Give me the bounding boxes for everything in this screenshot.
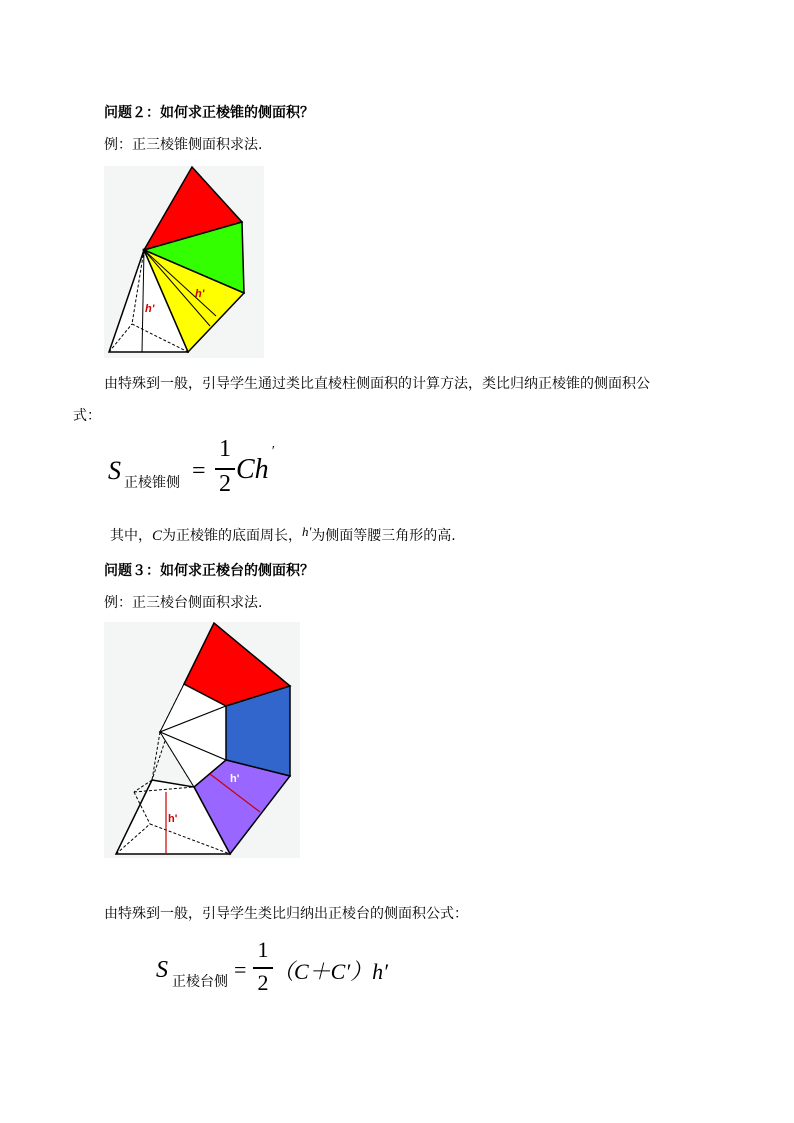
note-C: C (152, 528, 163, 544)
pyramid-net-figure (104, 166, 264, 358)
formula-numerator: 1 (257, 937, 269, 962)
section2-heading: 问题２：如何求正棱锥的侧面积？ (104, 105, 314, 121)
section3-example: 例：正三棱台侧面积求法. (104, 595, 263, 611)
section3-paragraph: 由特殊到一般，引导学生类比归纳出正棱台的侧面积公式： (104, 906, 468, 922)
height-label: h' (145, 303, 155, 315)
formula-S: S (108, 456, 121, 485)
formula-equals: = (192, 458, 206, 484)
formula-body: （C＋C′）h′ (272, 959, 388, 984)
section3-heading: 问题３：如何求正棱台的侧面积？ (104, 563, 314, 579)
formula-body: Ch (236, 454, 269, 485)
formula-subscript: 正棱锥侧 (124, 475, 180, 491)
formula-subscript: 正棱台侧 (172, 974, 228, 990)
formula-numerator: 1 (219, 436, 231, 462)
note-h: h' (302, 524, 312, 539)
slant-height-label: h' (230, 773, 240, 785)
formula-S: S (156, 957, 168, 983)
note-prefix: 其中， (110, 528, 152, 544)
formula-denominator: 2 (257, 970, 269, 995)
formula-fraction-bar (253, 967, 273, 969)
frustum-lateral-area-formula (156, 935, 416, 1005)
note-mid: 为正棱锥的底面周长， (162, 528, 303, 544)
slant-height-label: h' (195, 288, 205, 300)
formula-equals: = (234, 957, 247, 982)
section2-paragraph-line1: 由特殊到一般，引导学生通过类比直棱柱侧面积的计算方法，类比归纳正棱锥的侧面积公 (104, 376, 650, 392)
note-suffix: 为侧面等腰三角形的高. (311, 528, 456, 544)
formula-denominator: 2 (219, 471, 231, 497)
section2-note (110, 525, 456, 545)
section2-example: 例：正三棱锥侧面积求法. (104, 137, 263, 153)
formula-fraction-bar (215, 468, 235, 470)
section2-paragraph-line2: 式： (73, 408, 101, 424)
pyramid-lateral-area-formula (108, 438, 308, 508)
frustum-net-figure (104, 622, 300, 858)
height-label: h' (168, 813, 178, 825)
formula-prime: ′ (271, 444, 275, 459)
